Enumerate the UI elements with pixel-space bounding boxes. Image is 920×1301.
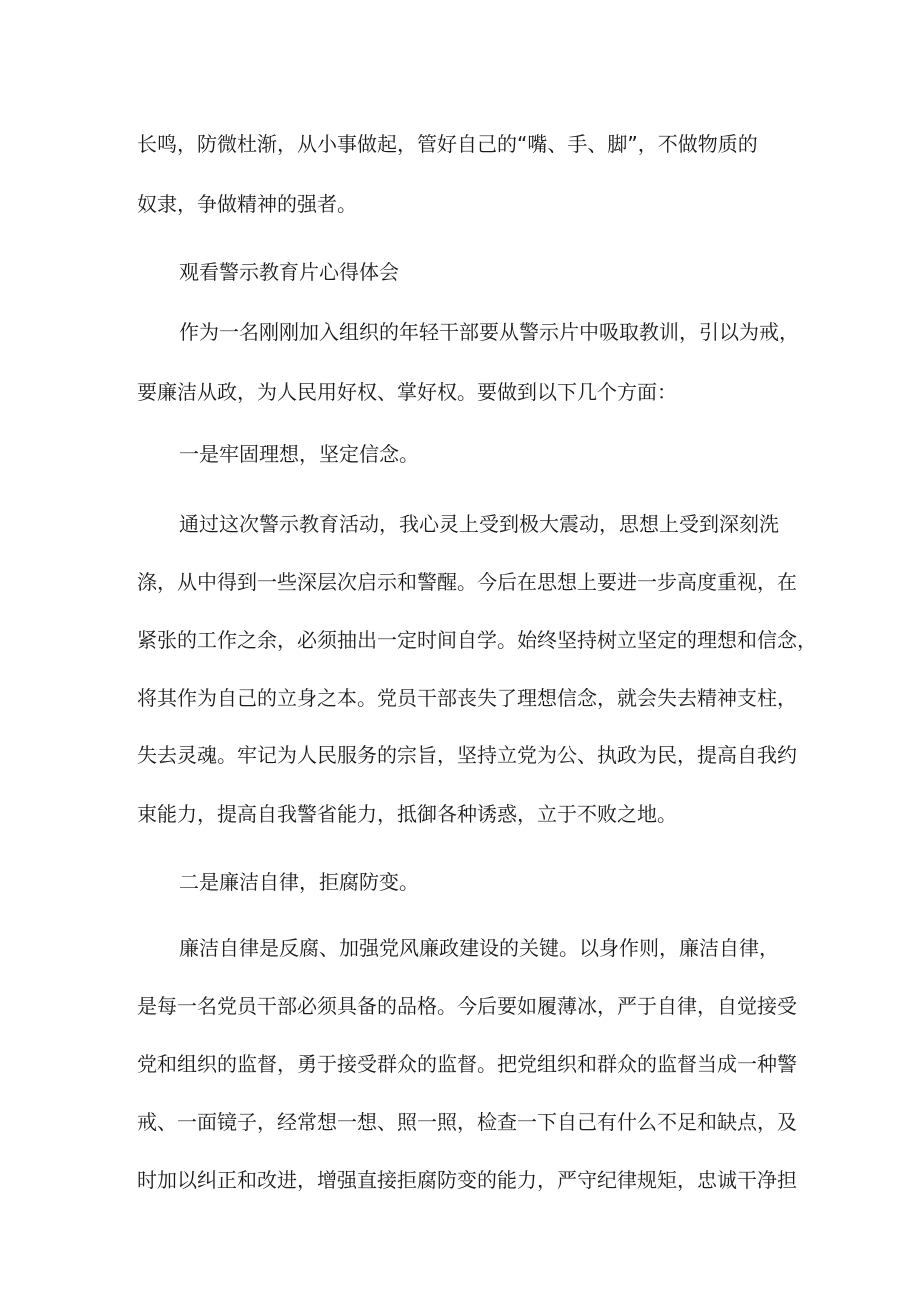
text-line	[0, 130, 920, 158]
text-line-content: 要廉洁从政，为人民用好权、掌好权。要做到以下几个方面：	[137, 380, 677, 404]
text-line	[0, 190, 920, 218]
document-title-text: 观看警示教育片心得体会	[179, 260, 399, 284]
text-line-content: 紧张的工作之余，必须抽出一定时间自学。始终坚持树立坚定的理想和信念，	[137, 628, 817, 652]
text-line	[0, 1108, 920, 1136]
text-line-content: 廉洁自律是反腐、加强党风廉政建设的关键。以身作则，廉洁自律，	[179, 936, 779, 960]
text-line-content: 时加以纠正和改进，增强直接拒腐防变的能力，严守纪律规矩，忠诚干净担	[137, 1168, 797, 1192]
text-line-content: 作为一名刚刚加入组织的年轻干部要从警示片中吸取教训，引以为戒，	[179, 320, 799, 344]
text-line	[0, 1166, 920, 1194]
text-line-content: 失去灵魂。牢记为人民服务的宗旨，坚持立党为公、执政为民，提高自我约	[137, 743, 797, 767]
text-line	[0, 800, 920, 828]
text-line-content: 束能力，提高自我警省能力，抵御各种诱惑，立于不败之地。	[137, 802, 677, 826]
text-line-content: 长鸣，防微杜渐，从小事做起，管好自己的“嘴、手、脚”，不做物质的	[137, 132, 758, 156]
text-line	[0, 1050, 920, 1078]
text-line	[0, 510, 920, 538]
text-line	[0, 318, 920, 346]
text-line-content: 涤，从中得到一些深层次启示和警醒。今后在思想上要进一步高度重视，在	[137, 570, 797, 594]
text-line	[0, 378, 920, 406]
text-line	[0, 568, 920, 596]
document-title	[0, 258, 920, 286]
text-line	[0, 684, 920, 712]
text-line-content: 党和组织的监督，勇于接受群众的监督。把党组织和群众的监督当成一种警	[137, 1052, 797, 1076]
section-heading-text: 二是廉洁自律，拒腐防变。	[179, 870, 419, 894]
text-line	[0, 934, 920, 962]
text-line	[0, 741, 920, 769]
text-line-content: 奴隶，争做精神的强者。	[137, 192, 357, 216]
text-line-content: 通过这次警示教育活动，我心灵上受到极大震动，思想上受到深刻洗	[179, 512, 779, 536]
text-line-content: 是每一名党员干部必须具备的品格。今后要如履薄冰，严于自律，自觉接受	[137, 994, 797, 1018]
section-heading-1	[0, 440, 920, 468]
section-heading-text: 一是牢固理想，坚定信念。	[179, 442, 419, 466]
text-line-content: 戒、一面镜子，经常想一想、照一照，检查一下自己有什么不足和缺点，及	[137, 1110, 797, 1134]
section-heading-2	[0, 868, 920, 896]
text-line	[0, 992, 920, 1020]
text-line-content: 将其作为自己的立身之本。党员干部丧失了理想信念，就会失去精神支柱，	[137, 686, 797, 710]
text-line	[0, 626, 920, 654]
